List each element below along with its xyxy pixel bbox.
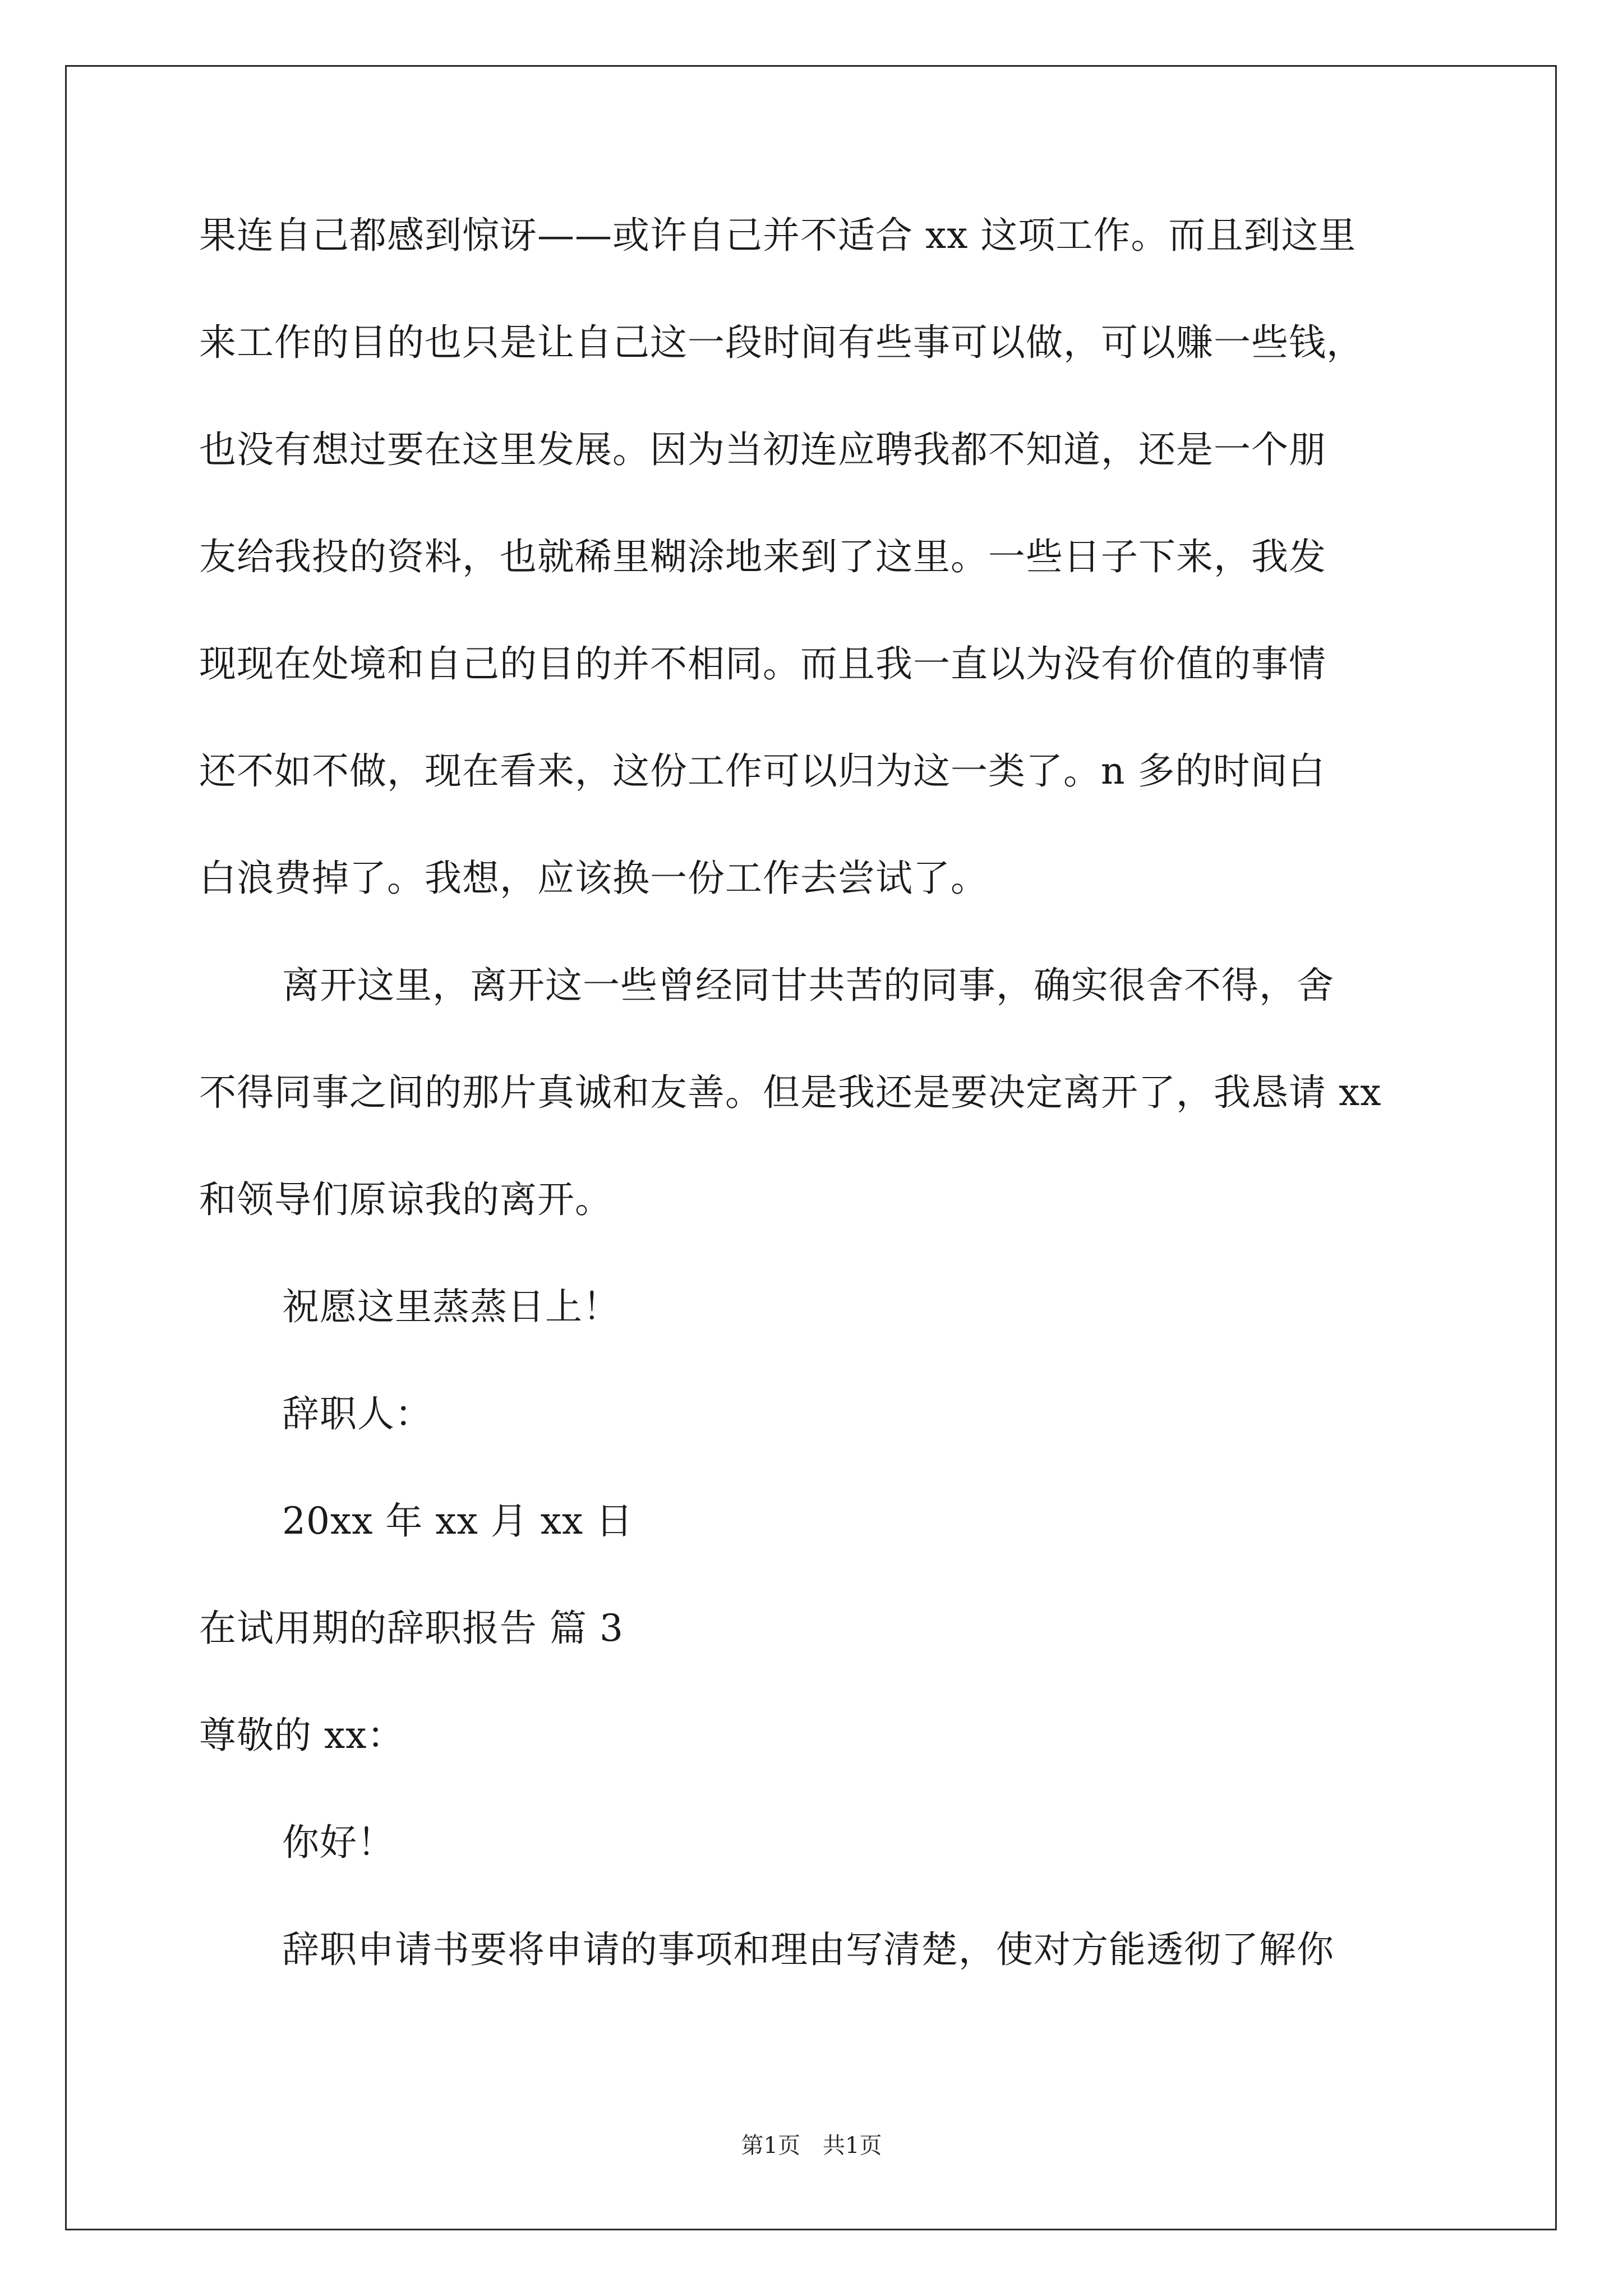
paragraph-line: 来工作的目的也只是让自己这一段时间有些事可以做，可以赚一些钱， (199, 321, 1364, 364)
closing-wish: 祝愿这里蒸蒸日上！ (282, 1285, 620, 1328)
paragraph-line: 果连自己都感到惊讶——或许自己并不适合 xx 这项工作。而且到这里 (199, 214, 1357, 257)
paragraph-line: 友给我投的资料，也就稀里糊涂地来到了这里。一些日子下来，我发 (199, 535, 1326, 578)
paragraph-line: 不得同事之间的那片真诚和友善。但是我还是要决定离开了，我恳请 xx (199, 1071, 1382, 1114)
section-title: 在试用期的辞职报告 篇 3 (199, 1607, 624, 1650)
paragraph-line: 也没有想过要在这里发展。因为当初连应聘我都不知道，还是一个朋 (199, 428, 1326, 471)
paragraph-line: 白浪费掉了。我想，应该换一份工作去尝试了。 (199, 857, 988, 900)
paragraph-line: 离开这里，离开这一些曾经同甘共苦的同事，确实很舍不得，舍 (282, 964, 1334, 1007)
page-footer: 第1页 共1页 (741, 2133, 882, 2159)
paragraph-line: 辞职申请书要将申请的事项和理由写清楚，使对方能透彻了解你 (282, 1928, 1334, 1971)
paragraph-line: 还不如不做，现在看来，这份工作可以归为这一类了。n 多的时间白 (199, 749, 1326, 793)
signature-label: 辞职人： (282, 1392, 432, 1435)
paragraph-line: 和领导们原谅我的离开。 (199, 1178, 612, 1221)
paragraph-line: 现现在处境和自己的目的并不相同。而且我一直以为没有价值的事情 (199, 642, 1326, 685)
greeting: 你好！ (282, 1821, 395, 1864)
page-border (65, 65, 1557, 2230)
date-line: 20xx 年 xx 月 xx 日 (282, 1499, 634, 1543)
salutation: 尊敬的 xx： (199, 1714, 405, 1757)
